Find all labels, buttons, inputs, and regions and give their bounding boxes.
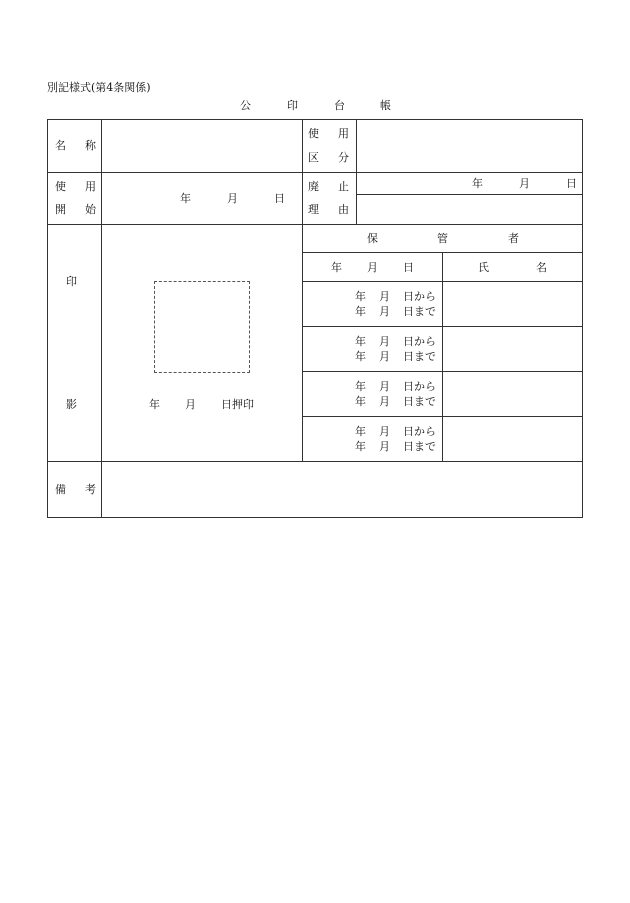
date-month: 月: [227, 192, 238, 205]
label-use-start: 開: [55, 203, 66, 216]
table-border-row1: [47, 172, 583, 173]
label-usage-class: 区: [308, 151, 319, 164]
table-border-bottom: [47, 517, 583, 518]
to-year: 年: [355, 440, 366, 453]
stamp-area[interactable]: [154, 281, 250, 373]
from-month: 月: [379, 380, 390, 393]
date-month: 月: [519, 177, 530, 190]
table-border-row2: [47, 224, 583, 225]
col-date-char: 日: [403, 261, 414, 274]
col-name-char: 名: [536, 261, 547, 274]
from-month: 月: [379, 335, 390, 348]
name-value-cell[interactable]: [102, 120, 302, 172]
label-col-divider: [101, 119, 102, 518]
to-day: 日まで: [403, 305, 436, 318]
label-name: 称: [85, 139, 96, 152]
date-year: 年: [180, 192, 191, 205]
from-day: 日から: [403, 290, 436, 303]
title-char: 帳: [380, 99, 391, 112]
from-year: 年: [355, 290, 366, 303]
to-month: 月: [379, 395, 390, 408]
keeper-header-char: 保: [367, 232, 378, 245]
from-year: 年: [355, 335, 366, 348]
from-year: 年: [355, 425, 366, 438]
date-day: 日: [566, 177, 577, 190]
keeper-header-char: 者: [508, 232, 519, 245]
form-reference: 別記様式(第4条関係): [47, 81, 151, 94]
to-day: 日まで: [403, 440, 436, 453]
date-year: 年: [472, 177, 483, 190]
table-border-left: [47, 119, 48, 518]
table-border-right: [582, 119, 583, 518]
title-char: 台: [334, 99, 345, 112]
remarks-value-cell[interactable]: [102, 462, 582, 517]
to-year: 年: [355, 350, 366, 363]
to-month: 月: [379, 305, 390, 318]
date-day: 日: [274, 192, 285, 205]
col-date-char: 年: [331, 261, 342, 274]
label-use-start: 使: [55, 180, 66, 193]
label-name: 名: [55, 139, 66, 152]
label-usage-class: 用: [338, 127, 349, 140]
usage-class-value-cell[interactable]: [357, 120, 582, 172]
date-day-seal: 日押印: [221, 398, 254, 411]
from-month: 月: [379, 290, 390, 303]
label-impression: 印: [66, 275, 77, 288]
label-abolish: 由: [338, 203, 349, 216]
title-char: 印: [287, 99, 298, 112]
keeper-header-char: 管: [437, 232, 448, 245]
from-year: 年: [355, 380, 366, 393]
label-impression: 影: [66, 398, 77, 411]
title-char: 公: [240, 99, 251, 112]
label-usage-class: 使: [308, 127, 319, 140]
mid-col-divider: [302, 119, 303, 462]
to-day: 日まで: [403, 350, 436, 363]
from-day: 日から: [403, 380, 436, 393]
label-use-start: 始: [85, 203, 96, 216]
to-month: 月: [379, 440, 390, 453]
label-remarks: 備: [55, 483, 66, 496]
label-remarks: 考: [85, 483, 96, 496]
col-name-char: 氏: [478, 261, 489, 274]
abolish-reason-cell[interactable]: [357, 195, 582, 224]
label-abolish: 止: [338, 180, 349, 193]
label-abolish: 理: [308, 203, 319, 216]
date-month: 月: [185, 398, 196, 411]
label-usage-class: 分: [338, 151, 349, 164]
from-month: 月: [379, 425, 390, 438]
date-year: 年: [149, 398, 160, 411]
col-date-char: 月: [367, 261, 378, 274]
from-day: 日から: [403, 335, 436, 348]
from-day: 日から: [403, 425, 436, 438]
label-abolish: 廃: [308, 180, 319, 193]
to-day: 日まで: [403, 395, 436, 408]
to-year: 年: [355, 395, 366, 408]
to-month: 月: [379, 350, 390, 363]
label-use-start: 用: [85, 180, 96, 193]
to-year: 年: [355, 305, 366, 318]
keeper-col-divider: [442, 252, 443, 462]
